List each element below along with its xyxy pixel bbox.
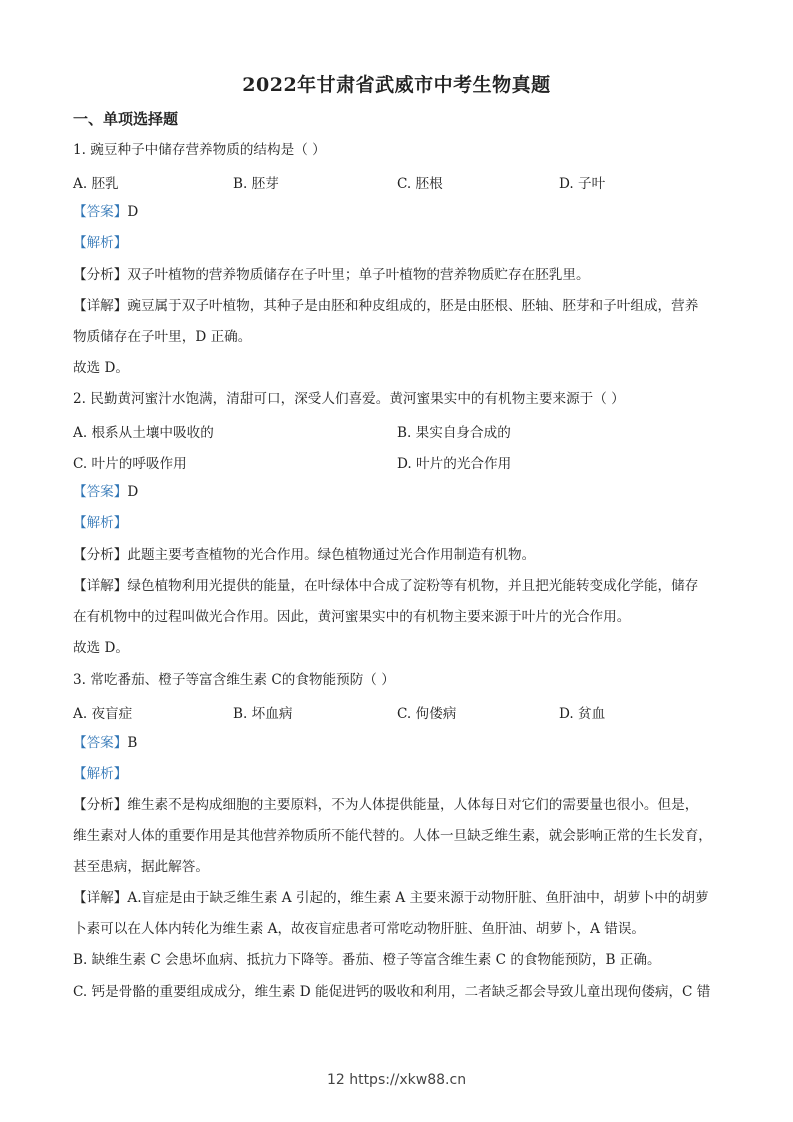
q1-analysis-tag: 【解析】 <box>73 235 128 251</box>
xiangjie-text: A.盲症是由于缺乏维生素 A 引起的，维生素 A 主要来源于动物肝脏、鱼肝油中，胡萝卜中的胡萝 <box>127 890 709 906</box>
q2-option-c: C. 叶片的呼吸作用 <box>73 456 187 472</box>
q2-answer <box>73 482 138 502</box>
answer-value: D <box>127 484 139 500</box>
q1-answer <box>73 202 138 222</box>
fenxi-text: 此题主要考查植物的光合作用。绿色植物通过光合作用制造有机物。 <box>127 547 536 563</box>
fenxi-tag: 【分析】 <box>73 547 128 563</box>
document-title: 2022年甘肃省武威市中考生物真题 <box>242 74 551 96</box>
q3-fenxi-line-3: 甚至患病，据此解答。 <box>73 859 209 875</box>
q2-fenxi <box>73 545 535 565</box>
answer-value: D <box>127 204 139 220</box>
q1-option-b: B. 胚芽 <box>233 176 279 192</box>
q3-answer <box>73 733 137 753</box>
q3-option-b: B. 坏血病 <box>233 706 293 722</box>
q1-fenxi <box>73 265 590 285</box>
question-3-stem: 3. 常吃番茄、橙子等富含维生素 C的食物能预防（ ） <box>73 672 395 688</box>
q1-xiangjie-line-2: 物质储存在子叶里，D 正确。 <box>73 329 252 345</box>
xiangjie-text: 豌豆属于双子叶植物，其种子是由胚和种皮组成的，胚是由胚根、胚轴、胚芽和子叶组成，营养 <box>127 298 699 314</box>
question-2-stem: 2. 民勤黄河蜜汁水饱满，清甜可口，深受人们喜爱。黄河蜜果实中的有机物主要来源于（ ） <box>73 391 625 407</box>
q2-option-d: D. 叶片的光合作用 <box>397 456 512 472</box>
q2-xiangjie-line-1 <box>73 576 698 596</box>
q2-option-a: A. 根系从土壤中吸收的 <box>73 425 214 441</box>
q3-fenxi-line-2: 维生素对人体的重要作用是其他营养物质所不能代替的。人体一旦缺乏维生素，就会影响正常的生长发育， <box>73 828 712 844</box>
section-heading: 一、单项选择题 <box>73 110 179 128</box>
answer-tag: 【答案】 <box>73 484 128 500</box>
q3-option-c: C. 佝偻病 <box>397 706 457 722</box>
q3-xiangjie-line-2: 卜素可以在人体内转化为维生素 A，故夜盲症患者可常吃动物肝脏、鱼肝油、胡萝卜，A 错误。 <box>73 921 646 937</box>
q2-analysis-tag: 【解析】 <box>73 515 128 531</box>
fenxi-text: 维生素不是构成细胞的主要原料，不为人体提供能量，人体每日对它们的需要量也很小。但是， <box>127 797 699 813</box>
fenxi-tag: 【分析】 <box>73 267 128 283</box>
q1-option-c: C. 胚根 <box>397 176 443 192</box>
q3-xiangjie-line-3: B. 缺维生素 C 会患坏血病、抵抗力下降等。番茄、橙子等富含维生素 C 的食物能预防，B 正确。 <box>73 952 661 968</box>
q2-option-b: B. 果实自身合成的 <box>397 425 511 441</box>
question-1-stem: 1. 豌豆种子中储存营养物质的结构是（ ） <box>73 142 326 158</box>
page-footer: 12 https://xkw88.cn <box>326 1072 467 1088</box>
answer-tag: 【答案】 <box>73 204 128 220</box>
q3-xiangjie-line-4: C. 钙是骨骼的重要组成成分，维生素 D 能促进钙的吸收和利用，二者缺乏都会导致儿童出现佝偻病，C 错 <box>73 984 711 1000</box>
q1-option-a: A. 胚乳 <box>73 176 119 192</box>
xiangjie-tag: 【详解】 <box>73 890 128 906</box>
q2-conclusion: 故选 D。 <box>73 640 130 656</box>
fenxi-tag: 【分析】 <box>73 797 128 813</box>
answer-tag: 【答案】 <box>73 735 128 751</box>
q2-xiangjie-line-2: 在有机物中的过程叫做光合作用。因此，黄河蜜果实中的有机物主要来源于叶片的光合作用。 <box>73 609 631 625</box>
q3-fenxi-line-1 <box>73 795 698 815</box>
q3-xiangjie-line-1 <box>73 888 709 908</box>
fenxi-text: 双子叶植物的营养物质储存在子叶里；单子叶植物的营养物质贮存在胚乳里。 <box>127 267 590 283</box>
answer-value: B <box>127 735 138 751</box>
q1-option-d: D. 子叶 <box>559 176 606 192</box>
q1-conclusion: 故选 D。 <box>73 360 130 376</box>
q3-option-d: D. 贫血 <box>559 706 606 722</box>
q1-xiangjie-line-1 <box>73 296 698 316</box>
q3-option-a: A. 夜盲症 <box>73 706 133 722</box>
q3-analysis-tag: 【解析】 <box>73 766 128 782</box>
xiangjie-tag: 【详解】 <box>73 578 128 594</box>
xiangjie-tag: 【详解】 <box>73 298 128 314</box>
xiangjie-text: 绿色植物利用光提供的能量，在叶绿体中合成了淀粉等有机物，并且把光能转变成化学能，储存 <box>127 578 699 594</box>
